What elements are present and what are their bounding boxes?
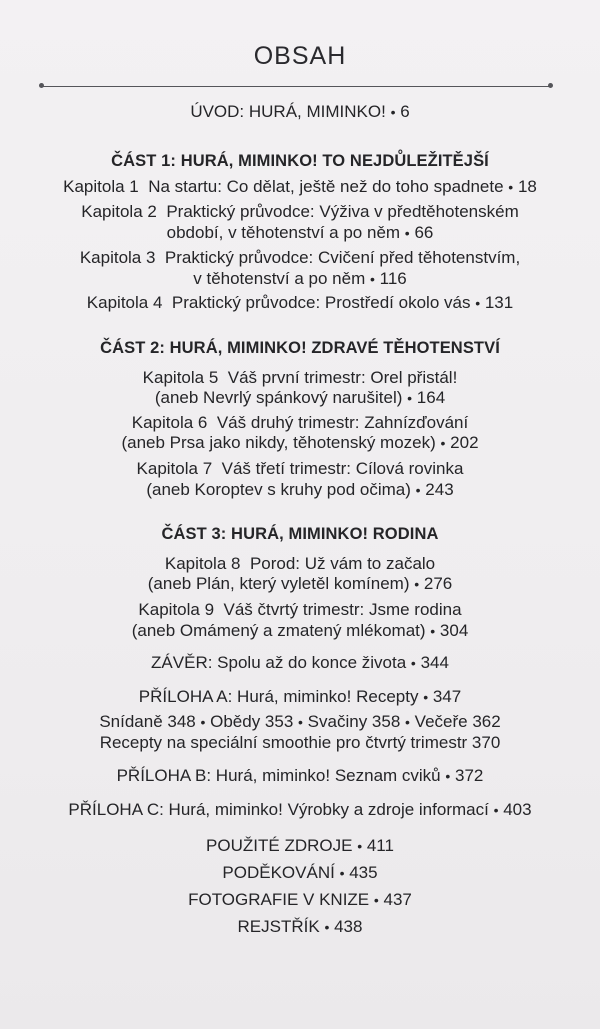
chapter-page: 131: [484, 293, 514, 312]
chapter-title: Váš čtvrtý trimestr: Jsme rodina: [223, 600, 462, 619]
chapter-title: Porod: Už vám to začalo: [249, 554, 436, 573]
subsection-smoothie: Recepty na speciální smoothie pro čtvrtý trimestr 370: [99, 733, 501, 752]
toc-intro-page: 6: [400, 102, 410, 121]
toc-chapter-3: [0, 247, 600, 269]
toc-chapter-1: [0, 176, 600, 198]
toc-sources: [0, 835, 600, 857]
chapter-title: Praktický průvodce: Prostředí okolo vás: [171, 293, 471, 312]
page-title: OBSAH: [253, 42, 347, 70]
toc-chapter-2: [0, 201, 600, 223]
chapter-label: Kapitola 7: [136, 459, 213, 478]
toc-chapter-9: [0, 599, 600, 621]
toc-chapter-3-cont: [0, 268, 600, 290]
chapter-page: 18: [517, 177, 537, 196]
bullet: •: [369, 271, 375, 287]
toc-conclusion-page: 344: [420, 653, 449, 672]
toc-index-label: REJSTŘÍK: [237, 917, 320, 936]
chapter-title-cont: v těhotenství a po něm: [193, 269, 366, 288]
toc-appendix-b-label: PŘÍLOHA B: Hurá, miminko! Seznam cviků: [116, 766, 441, 785]
chapter-title: Váš první trimestr: Orel přistál!: [227, 368, 458, 387]
toc-chapter-9-cont: [0, 620, 600, 642]
bullet: •: [324, 919, 330, 935]
toc-chapter-2-cont: [0, 222, 600, 244]
toc-sources-page: 411: [366, 836, 394, 855]
bullet: •: [475, 295, 481, 311]
toc-index: [0, 916, 600, 938]
toc-intro-label: ÚVOD: HURÁ, MIMINKO!: [190, 102, 386, 121]
bullet: •: [407, 390, 413, 406]
chapter-label: Kapitola 6: [131, 413, 208, 432]
chapter-label: Kapitola 4: [86, 293, 163, 312]
chapter-title: Váš druhý trimestr: Zahnízďování: [216, 413, 469, 432]
chapter-page: 66: [414, 223, 434, 242]
chapter-title-cont: (aneb Koroptev s kruhy pod očima): [146, 480, 411, 499]
bullet: •: [440, 435, 446, 451]
chapter-title-cont: (aneb Nevrlý spánkový narušitel): [154, 388, 403, 407]
chapter-label: Kapitola 8: [164, 554, 241, 573]
bullet: •: [445, 768, 451, 784]
chapter-page: 202: [450, 433, 479, 452]
toc-thanks-label: PODĚKOVÁNÍ: [222, 863, 335, 882]
toc-appendix-c-label: PŘÍLOHA C: Hurá, miminko! Výrobky a zdroje informací: [68, 800, 489, 819]
chapter-title-cont: (aneb Plán, který vyletěl komínem): [147, 574, 410, 593]
bullet: •: [423, 689, 429, 705]
toc-chapter-8: [0, 553, 600, 575]
toc-chapter-8-cont: [0, 573, 600, 595]
title-divider: [42, 86, 550, 87]
toc-appendix-a-label: PŘÍLOHA A: Hurá, miminko! Recepty: [138, 687, 419, 706]
chapter-page: 304: [439, 621, 469, 640]
chapter-title: Praktický průvodce: Výživa v předtěhotenském: [166, 202, 519, 221]
chapter-title-cont: období, v těhotenství a po něm: [166, 223, 401, 242]
toc-chapter-6-cont: [0, 432, 600, 454]
subsection-dinner: Večeře 362: [414, 712, 501, 731]
part3-heading: ČÁST 3: HURÁ, MIMINKO! RODINA: [161, 525, 439, 543]
chapter-title-cont: (aneb Prsa jako nikdy, těhotenský mozek): [121, 433, 436, 452]
toc-chapter-4: [0, 292, 600, 314]
toc-intro: [0, 101, 600, 123]
toc-index-page: 438: [334, 917, 363, 936]
toc-thanks: [0, 862, 600, 884]
toc-appendix-b: [0, 765, 600, 787]
chapter-label: Kapitola 3: [79, 248, 156, 267]
chapter-label: Kapitola 1: [63, 177, 139, 196]
toc-appendix-c-page: 403: [503, 800, 532, 819]
chapter-page: 164: [416, 388, 446, 407]
toc-photos-page: 437: [383, 890, 412, 909]
toc-sources-label: POUŽITÉ ZDROJE: [206, 836, 353, 855]
bullet: •: [390, 104, 396, 120]
subsection-snacks: Svačiny 358: [307, 712, 401, 731]
bullet: •: [404, 225, 410, 241]
toc-conclusion-label: ZÁVĚR: Spolu až do konce života: [151, 653, 407, 672]
subsection-breakfast: Snídaně 348: [99, 712, 196, 731]
toc-chapter-5-cont: [0, 387, 600, 409]
chapter-title-cont: (aneb Omámený a zmatený mlékomat): [131, 621, 426, 640]
toc-chapter-5: [0, 367, 600, 389]
toc-appendix-a-subsections: [0, 711, 600, 733]
bullet: •: [415, 482, 421, 498]
chapter-title: Praktický průvodce: Cvičení před těhotenstvím,: [164, 248, 521, 267]
toc-chapter-7: [0, 458, 600, 480]
bullet: •: [298, 714, 303, 730]
bullet: •: [493, 802, 499, 818]
toc-appendix-a-smoothie: [0, 732, 600, 754]
chapter-page: 276: [423, 574, 453, 593]
chapter-label: Kapitola 9: [138, 600, 215, 619]
toc-appendix-a-page: 347: [432, 687, 462, 706]
chapter-label: Kapitola 2: [81, 202, 157, 221]
bullet: •: [410, 655, 416, 671]
bullet: •: [373, 892, 379, 908]
toc-appendix-a: [0, 686, 600, 708]
toc-photos: [0, 889, 600, 911]
bullet: •: [405, 714, 410, 730]
subsection-lunch: Obědy 353: [210, 712, 294, 731]
chapter-title: Na startu: Co dělat, ještě než do toho spadnete: [148, 177, 504, 196]
toc-appendix-b-page: 372: [455, 766, 484, 785]
part1-heading: ČÁST 1: HURÁ, MIMINKO! TO NEJDŮLEŽITĚJŠÍ: [111, 152, 489, 170]
bullet: •: [430, 623, 436, 639]
chapter-title: Váš třetí trimestr: Cílová rovinka: [221, 459, 464, 478]
toc-conclusion: [0, 652, 600, 674]
part2-heading: ČÁST 2: HURÁ, MIMINKO! ZDRAVÉ TĚHOTENSTVÍ: [100, 339, 500, 357]
toc-chapter-6: [0, 412, 600, 434]
chapter-label: Kapitola 5: [142, 368, 219, 387]
toc-chapter-7-cont: [0, 479, 600, 501]
bullet: •: [508, 179, 514, 195]
bullet: •: [339, 865, 345, 881]
toc-appendix-c: [0, 799, 600, 821]
chapter-page: 243: [425, 480, 454, 499]
toc-thanks-page: 435: [349, 863, 378, 882]
bullet: •: [200, 714, 206, 730]
toc-photos-label: FOTOGRAFIE V KNIZE: [188, 890, 370, 909]
bullet: •: [414, 576, 420, 592]
chapter-page: 116: [379, 269, 407, 288]
bullet: •: [357, 838, 363, 854]
